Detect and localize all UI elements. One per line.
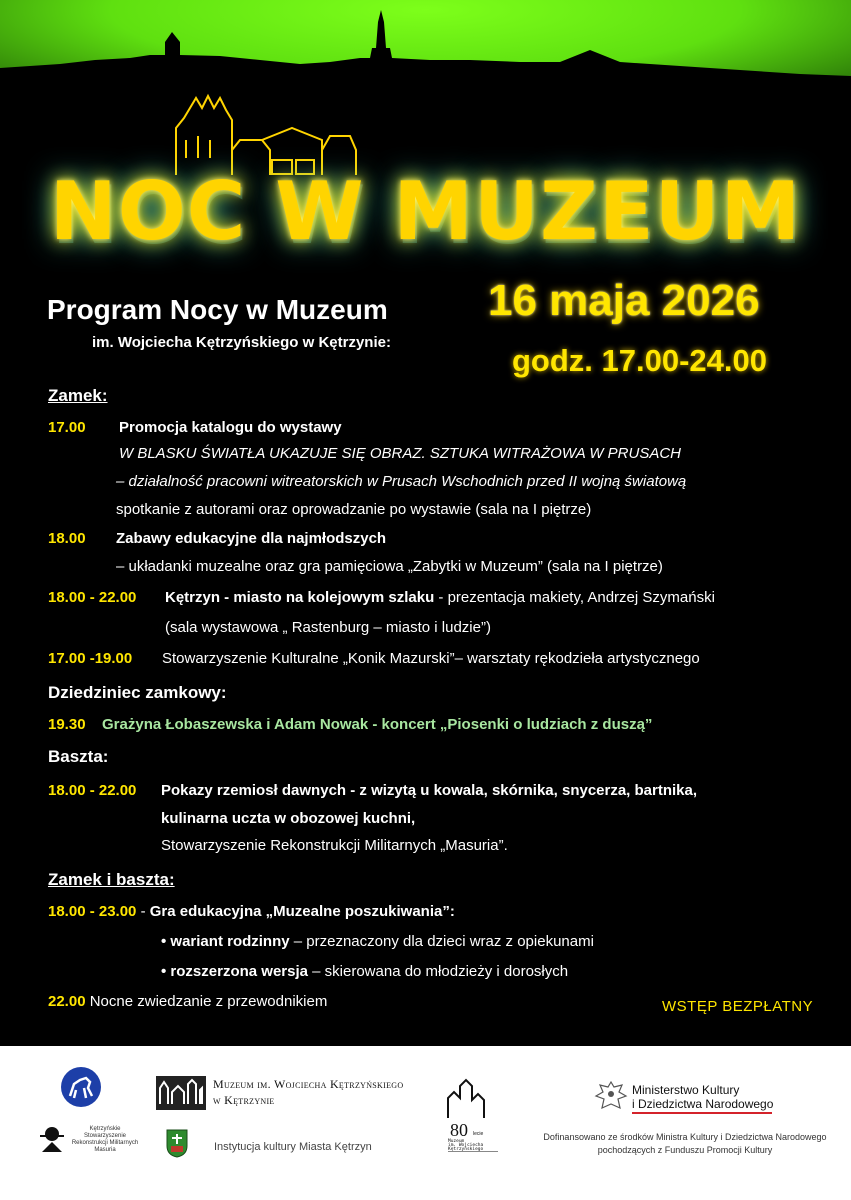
event-line: W BLASKU ŚWIATŁA UKAZUJE SIĘ OBRAZ. SZTUKA WITRAŻOWA W PRUSACH	[119, 445, 682, 462]
museum-logo-icon	[156, 1076, 206, 1110]
event-line	[165, 589, 715, 606]
sponsor-footer	[0, 1046, 851, 1200]
anniversary-80-logo-icon	[444, 1078, 500, 1152]
event-detail: - prezentacja makiety, Andrzej Szymański	[434, 589, 715, 606]
event-hours: godz. 17.00-24.00	[512, 343, 768, 378]
event-detail: Nocne zwiedzanie z przewodnikiem	[85, 993, 328, 1010]
event-time: 17.00	[48, 419, 86, 436]
section-baszta: Baszta:	[48, 747, 109, 766]
event-time: 18.00	[48, 530, 86, 547]
event-line: kulinarna uczta w obozowej kuchni,	[161, 810, 416, 827]
section-zamek: Zamek:	[48, 386, 108, 405]
poster-title: NOC W MUZEUM	[49, 165, 802, 258]
anniversary-line2: im. Wojciecha	[448, 1143, 484, 1148]
event-line: (sala wystawowa „ Rastenburg – miasto i ludzie”)	[165, 619, 491, 636]
event-dash: -	[136, 903, 150, 920]
ministry-line2: i Dziedzictwa Narodowego	[632, 1097, 774, 1111]
ministry-red-rule	[632, 1112, 772, 1114]
bullet-line	[161, 933, 594, 950]
ministry-name	[632, 1083, 773, 1111]
bullet-title: • wariant rodzinny	[161, 933, 290, 950]
event-time: 17.00 -19.00	[48, 650, 133, 667]
museum-name	[213, 1076, 403, 1108]
event-line	[48, 903, 455, 920]
event-title: Zabawy edukacyjne dla najmłodszych	[116, 530, 387, 547]
masuria-caption-line3: Rekonstrukcji Militarnych	[71, 1140, 139, 1146]
event-line	[48, 993, 327, 1010]
bullet-detail: – skierowana do młodzieży i dorosłych	[307, 963, 569, 980]
cofinancing-line2: pochodzących z Funduszu Promocji Kultury	[597, 1145, 773, 1155]
bullet-detail: – przeznaczony dla dzieci wraz z opiekunami	[289, 933, 594, 950]
event-time: 22.00	[48, 993, 86, 1010]
section-dziedziniec: Dziedziniec zamkowy:	[48, 683, 227, 702]
anniversary-line3: Kętrzyńskiego	[448, 1147, 484, 1152]
event-time: 18.00 - 22.00	[48, 782, 137, 799]
event-line: Stowarzyszenie Rekonstrukcji Militarnych „Masuria”.	[161, 837, 508, 854]
event-title: Gra edukacyjna „Muzealne poszukiwania”:	[149, 903, 455, 920]
ministry-line1: Ministerstwo Kultury	[632, 1083, 740, 1097]
event-line: Stowarzyszenie Kulturalne „Konik Mazurski”– warsztaty rękodzieła artystycznego	[162, 650, 700, 667]
free-entry-label: WSTĘP BEZPŁATNY	[662, 998, 814, 1015]
event-title: Promocja katalogu do wystawy	[119, 419, 342, 436]
museum-name-line2: w Kętrzynie	[213, 1093, 275, 1107]
program-subtitle: im. Wojciecha Kętrzyńskiego w Kętrzynie:	[92, 334, 391, 351]
anniversary-word: lecie	[473, 1131, 484, 1137]
event-title: Kętrzyn - miasto na kolejowym szlaku	[165, 589, 435, 606]
program-title: Program Nocy w Muzeum	[47, 294, 388, 325]
museum-name-line1: Muzeum im. Wojciecha Kętrzyńskiego	[213, 1077, 404, 1091]
event-date: 16 maja 2026	[488, 276, 760, 325]
masuria-caption	[60, 1126, 150, 1154]
event-time: 19.30	[48, 716, 86, 733]
event-line: – działalność pracowni witreatorskich w Prusach Wschodnich przed II wojną światową	[116, 473, 687, 490]
bullet-line	[161, 963, 568, 980]
event-time: 18.00 - 23.00	[48, 903, 137, 920]
institution-label: Instytucja kultury Miasta Kętrzyn	[214, 1141, 372, 1153]
masuria-caption-line1: Kętrzyńskie	[89, 1126, 121, 1132]
cofinancing-note	[540, 1131, 830, 1157]
masuria-caption-line4: Masuria	[94, 1147, 116, 1153]
event-line: spotkanie z autorami oraz oprowadzanie po wystawie (sala na I piętrze)	[116, 501, 592, 518]
event-line: Pokazy rzemiosł dawnych - z wizytą u kowala, skórnika, snycerza, bartnika,	[161, 782, 698, 799]
event-time: 18.00 - 22.00	[48, 589, 137, 606]
ketrzyn-coat-of-arms-icon	[165, 1128, 189, 1158]
polish-eagle-emblem-icon	[594, 1078, 628, 1116]
concert-line: Grażyna Łobaszewska i Adam Nowak - koncert „Piosenki o ludziach z duszą”	[102, 716, 653, 733]
section-zamek-baszta: Zamek i baszta:	[48, 870, 175, 889]
bullet-title: • rozszerzona wersja	[161, 963, 308, 980]
anniversary-line1: Muzeum	[448, 1139, 465, 1144]
konik-mazurski-logo-icon	[60, 1066, 102, 1108]
masuria-caption-line2: Stowarzyszenie	[83, 1133, 127, 1139]
cofinancing-line1: Dofinansowano ze środków Ministra Kultury i Dziedzictwa Narodowego	[543, 1132, 827, 1142]
event-line: – układanki muzealne oraz gra pamięciowa „Zabytki w Muzeum” (sala na I piętrze)	[116, 558, 663, 575]
anniversary-number: 80	[450, 1120, 468, 1140]
